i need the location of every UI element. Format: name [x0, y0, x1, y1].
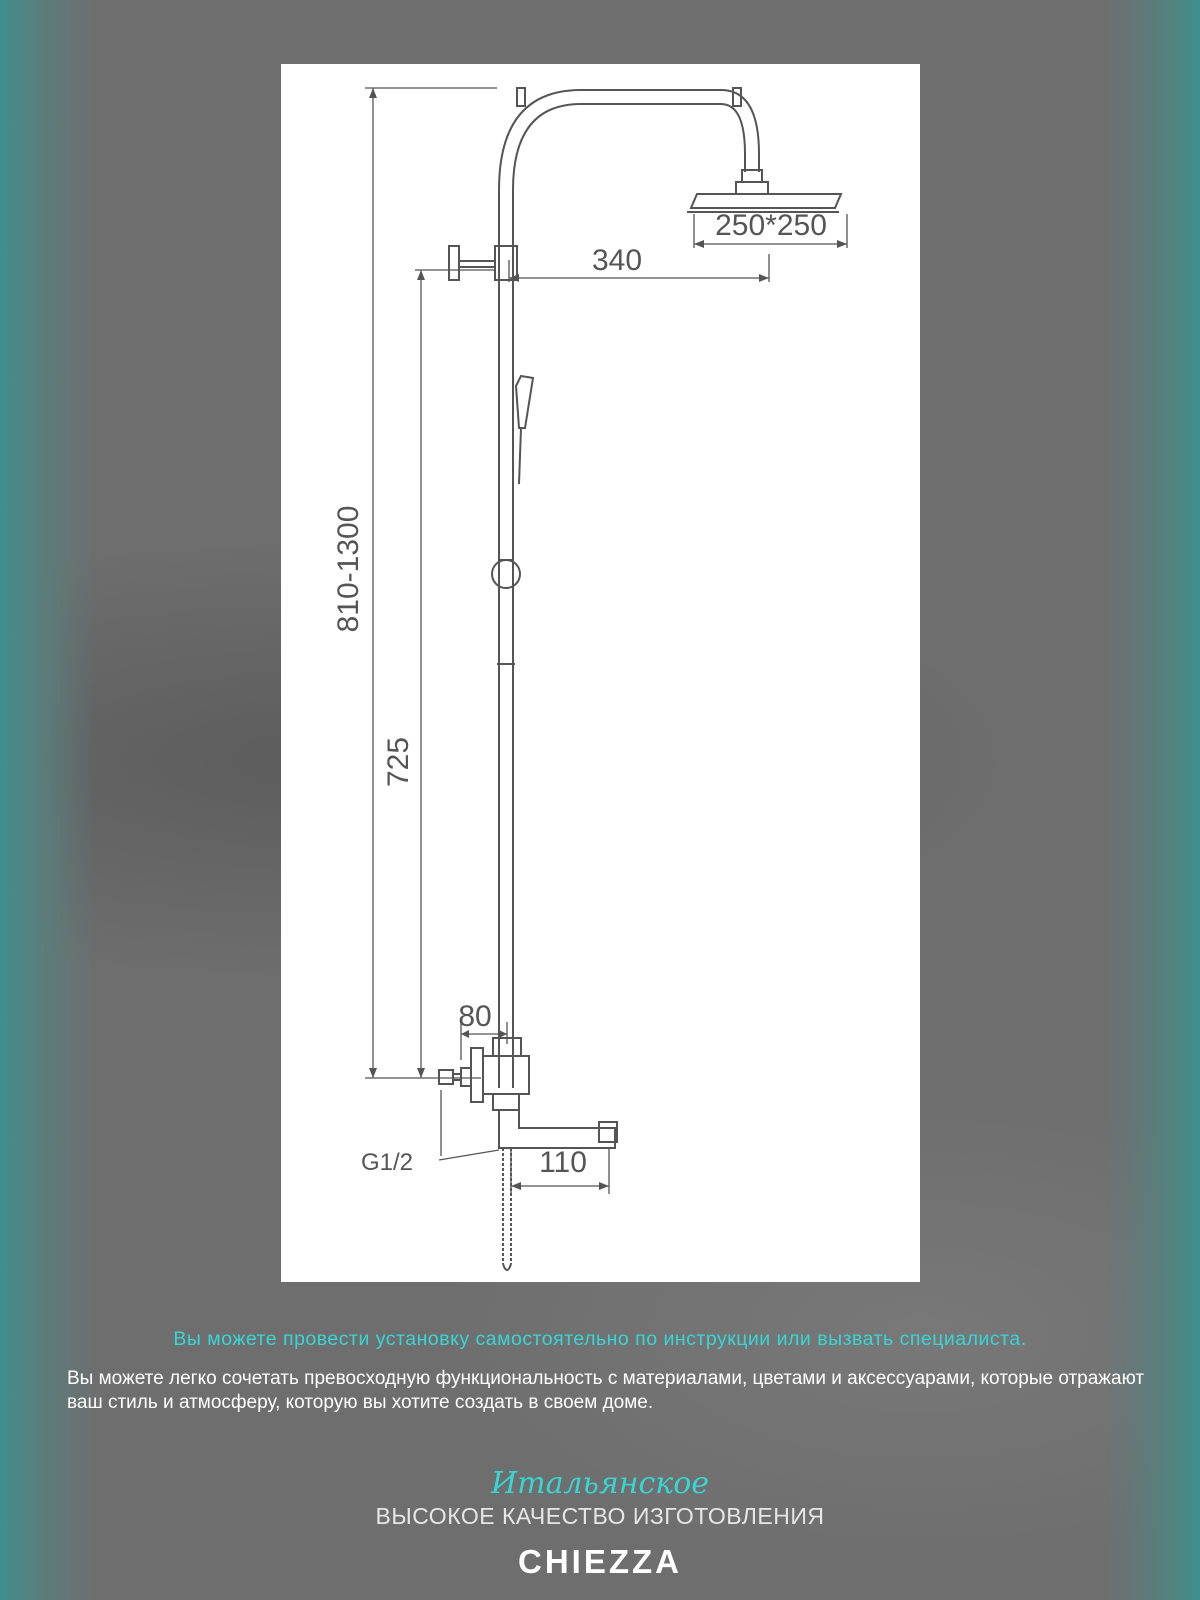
description-text: Вы можете легко сочетать превосходную функциональность с материалами, цветами и аксессуарами, которые отражают ваш стиль и атмосферу, которую вы хотите создать в своем доме.	[67, 1368, 1145, 1413]
brand-script-text: Итальянское	[490, 1466, 710, 1501]
installation-note: Вы можете провести установку самостоятельно по инструкции или вызвать специалиста.	[173, 1328, 1027, 1350]
brand-tagline: ВЫСОКОЕ КАЧЕСТВО ИЗГОТОВЛЕНИЯ	[375, 1503, 825, 1529]
dim-total-height: 810-1300	[332, 505, 365, 633]
upper-valve-knob	[449, 246, 459, 280]
mixer-body	[483, 1056, 529, 1094]
arm-collar-right	[733, 88, 741, 106]
mixer-handle-stem	[461, 1068, 471, 1086]
mixer-handle-plate	[471, 1048, 483, 1102]
dim-head-size: 250*250	[715, 209, 827, 242]
shower-head-body	[691, 194, 841, 208]
inlet-connector	[439, 1070, 453, 1084]
dim-inlet-thread: G1/2	[361, 1149, 414, 1176]
shower-head-mount	[736, 182, 768, 194]
hose	[503, 1148, 511, 1264]
dim-mixer-offset: 80	[458, 1000, 492, 1033]
hand-shower	[516, 376, 533, 428]
shower-system-drawing	[281, 64, 920, 1282]
mixer-lower-nut	[493, 1094, 519, 1110]
brand-logo-text: CHIEZZA	[518, 1543, 682, 1580]
dim-spout-length: 110	[539, 1146, 587, 1179]
arm-collar-left	[517, 88, 525, 106]
slide-holder	[492, 560, 520, 588]
technical-drawing-panel	[281, 64, 920, 1282]
dim-arm-length: 340	[591, 244, 643, 277]
dim-mixer-to-joint: 725	[382, 736, 415, 788]
bath-spout	[499, 1110, 615, 1148]
